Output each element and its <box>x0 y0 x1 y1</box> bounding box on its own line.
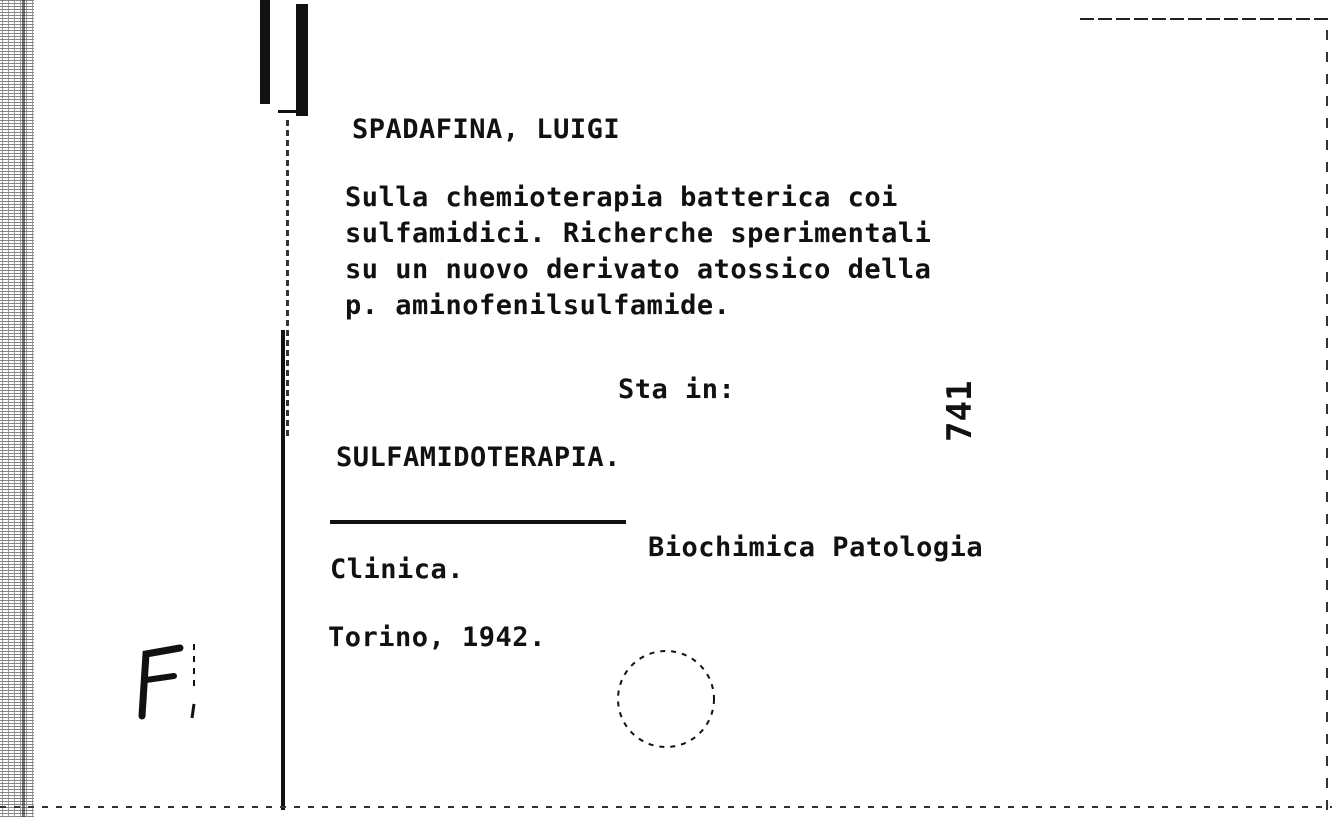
title-block <box>345 180 931 324</box>
publisher-line: Biochimica Patologia <box>648 532 984 563</box>
scan-left-strip <box>0 0 34 817</box>
author-repeat-dash <box>330 520 626 524</box>
punch-hole-circle <box>614 646 718 752</box>
author-heading: SPADAFINA, LUIGI <box>352 114 621 145</box>
card-margin-rule <box>281 330 285 810</box>
handwritten-f-mark <box>136 640 196 720</box>
title-line: sulfamidici. Richerche sperimentali <box>345 218 932 249</box>
imprint: Torino, 1942. <box>328 622 546 653</box>
card-bottom-edge <box>0 806 1332 808</box>
card-right-edge <box>1326 30 1328 810</box>
shelf-number: 741 <box>940 380 980 442</box>
publisher-continuation: Clinica. <box>330 554 465 585</box>
in-label: Sta in: <box>618 374 736 405</box>
title-line: Sulla chemioterapia batterica coi <box>345 182 898 213</box>
binding-edge-marks <box>252 0 318 120</box>
card-margin-rule-dashed <box>286 120 289 440</box>
binding-mark <box>296 4 308 116</box>
title-line: su un nuovo derivato atossico della <box>345 254 932 285</box>
card-top-edge <box>1080 18 1332 20</box>
binding-mark <box>278 110 308 113</box>
binding-mark <box>260 0 270 104</box>
title-line: p. aminofenilsulfamide. <box>345 290 731 321</box>
scan-left-edge <box>22 0 25 817</box>
series-title: SULFAMIDOTERAPIA. <box>336 442 621 473</box>
